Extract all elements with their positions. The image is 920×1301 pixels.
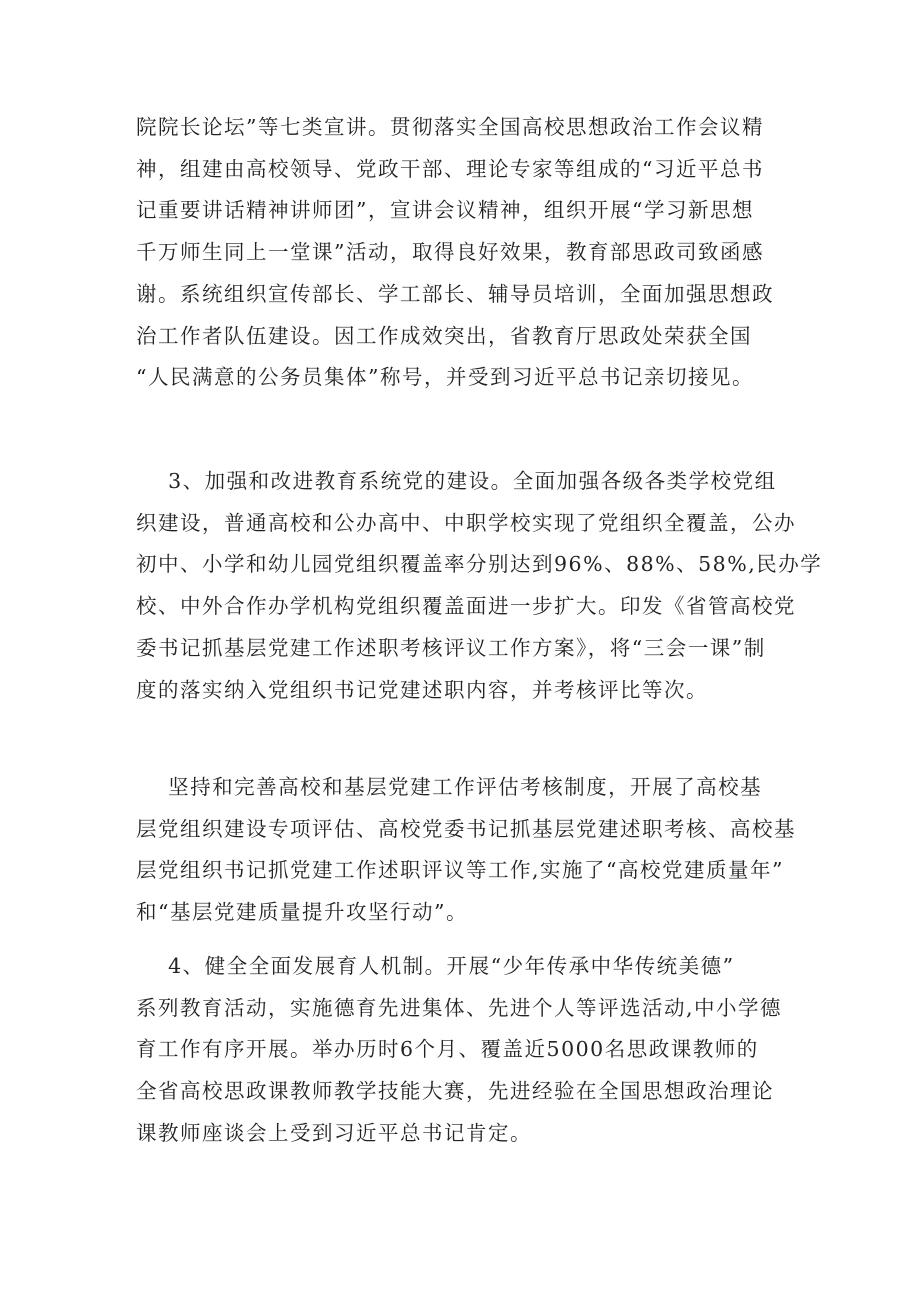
paragraph-evaluation-system [136, 767, 796, 934]
text-line: 3、加强和改进教育系统党的建设。全面加强各级各类学校党组 [136, 469, 777, 493]
text-line: 系列教育活动，实施德育先进集体、先进个人等评选活动,中小学德 [136, 995, 783, 1020]
text-line: 委书记抓基层党建工作述职考核评议工作方案》，将“三会一课”制 [136, 635, 766, 660]
text-line: 神，组建由高校领导、党政干部、理论专家等组成的“习近平总书 [136, 156, 764, 181]
text-line: 初中、小学和幼儿园党组织覆盖率分别达到96%、88%、58%,民办学 [136, 552, 823, 577]
text-line: 千万师生同上一堂课”活动，取得良好效果，教育部思政司致函感 [136, 240, 764, 265]
paragraph-party-building [136, 461, 823, 711]
text-line: 谢。系统组织宣传部长、学工部长、辅导员培训，全面加强思想政 [136, 281, 774, 306]
text-line: 课教师座谈会上受到习近平总书记肯定。 [136, 1120, 532, 1145]
paragraph-education-mechanism [136, 946, 786, 1155]
text-line: 层党组织书记抓党建工作述职评议等工作,实施了“高校党建质量年” [136, 858, 784, 883]
text-line: 织建设，普通高校和公办高中、中职学校实现了党组织全覆盖，公办 [136, 510, 796, 535]
text-line: “人民满意的公务员集体”称号，并受到习近平总书记亲切接见。 [136, 365, 754, 390]
text-line: 和“基层党建质量提升攻坚行动”。 [136, 900, 468, 925]
text-line: 坚持和完善高校和基层党建工作评估考核制度，开展了高校基 [136, 775, 763, 799]
text-line: 4、健全全面发展育人机制。开展“少年传承中华传统美德” [136, 954, 735, 978]
text-line: 记重要讲话精神讲师团”，宣讲会议精神，组织开展“学习新思想 [136, 198, 754, 223]
text-line: 校、中外合作办学机构党组织覆盖面进一步扩大。印发《省管高校党 [136, 594, 796, 619]
text-line: 层党组织建设专项评估、高校党委书记抓基层党建述职考核、高校基 [136, 816, 796, 841]
text-line: 全省高校思政课教师教学技能大赛，先进经验在全国思想政治理论 [136, 1079, 774, 1104]
text-line: 院院长论坛”等七类宣讲。贯彻落实全国高校思想政治工作会议精 [136, 115, 764, 139]
text-line: 育工作有序开展。举办历时6个月、覆盖近5000名思政课教师的 [136, 1037, 759, 1062]
text-line: 度的落实纳入党组织书记党建述职内容，并考核评比等次。 [136, 677, 708, 702]
paragraph-propaganda-lectures [136, 107, 786, 399]
text-line: 治工作者队伍建设。因工作成效突出，省教育厅思政处荣获全国 [136, 323, 752, 348]
